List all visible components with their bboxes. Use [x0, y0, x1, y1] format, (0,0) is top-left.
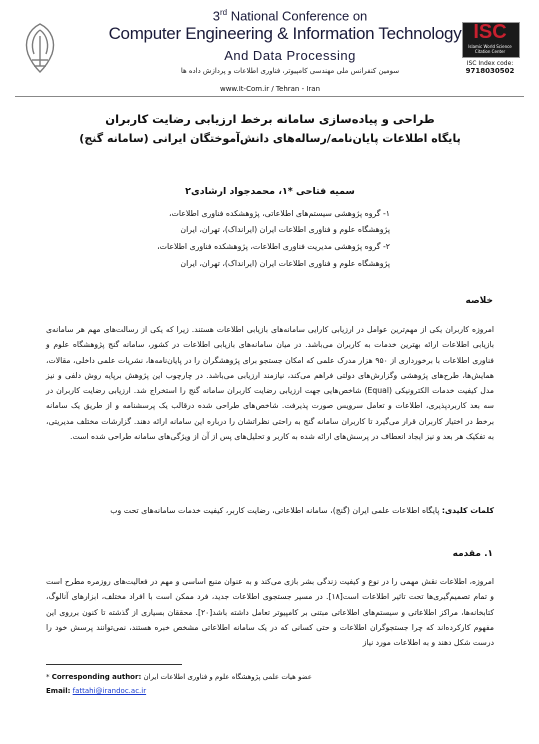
conference-subtitle: And Data Processing [224, 48, 356, 63]
header-divider [15, 96, 524, 97]
affiliation-line: پژوهشگاه علوم و فناوری اطلاعات ایران (ایرانداک)، تهران، ایران [180, 225, 390, 234]
email-line: Email: fattahi@irandoc.ac.ir [46, 687, 147, 695]
university-logo [18, 20, 62, 76]
keywords-text: پایگاه اطلاعات علمی ایران (گنج)، سامانه اطلاعاتی، رضایت کاربر، کیفیت خدمات سامانه‌های تحت وب [110, 506, 442, 515]
footnote-divider [46, 664, 182, 665]
affiliation-line: ۱- گروه پژوهشی سیستم‌های اطلاعاتی، پژوهشکده فناوری اطلاعات، [168, 209, 390, 218]
author-email-link[interactable]: fattahi@irandoc.ac.ir [72, 687, 147, 695]
keywords [46, 506, 494, 515]
conference-url: www.It-Com.ir / Tehran - Iran [219, 85, 321, 93]
keywords-label: کلمات کلیدی: [441, 506, 494, 515]
isc-logo-text: ISC [473, 21, 507, 43]
corresponding-author-note: * Corresponding author: عضو هیات علمی پژوهشگاه علوم و فناوری اطلاعات ایران [46, 673, 312, 681]
section-heading-introduction: ۱. مقدمه [452, 549, 493, 559]
isc-code: 9718030502 [465, 67, 515, 75]
paper-title-line1: طراحی و پیاده‌سازی سامانه برخط ارزیابی رضایت کاربران [105, 112, 435, 126]
conference-ordinal-line: 3rd National Conference on [212, 8, 368, 24]
introduction-body: امروزه، اطلاعات نقش مهمی را در نوع و کیفیت زندگی بشر بازی می‌کند و به عنوان منبع اساسی و مهم در فعالیت‌های روزمره مطرح است و تمام تصمیم‌گیری‌ها تحت تاثیر اطلاعات است[۱۸]. در مسیر جستجوی اطلاعات جدید، فرد ممکن است با افراد مختلف، ابزارهای آنالوگ، کتابخانه‌ها، مراکز اطلاعاتی و سیستم‌های اطلاعاتی مبتنی بر کامپیوتر تعامل داشته باشد[۲۰]. محققان بسیاری از گذشته تا کنون برروی این مفهوم کارکرده‌اند که چرا جستجوگران اطلاعات و حتی کسانی که در یک سامانه اطلاعاتی مشخص خبره هستند، نمی‌توانند پرسش خود را درست شکل دهند و به اطلاعات مورد نیاز [46, 577, 494, 648]
isc-code-label: ISC Index code: [466, 60, 514, 67]
abstract-body: امروزه کاربران یکی از مهم‌ترین عوامل در ارزیابی کارایی سامانه‌های بازیابی اطلاعات هستند. زیرا که یکی از رسالت‌های مهم هر سامانه‌ی بازیابی اطلاعات ارائه بهترین خدمات به کاربران می‌باشد. در میان سامانه‌های بازیابی اطلاعات در کشور، سامانه گنج پژوهشگاه علوم و فناوری اطلاعات با برخورداری از ۹۵۰ هزار مدرک علمی که امکان جستجو برای پژوهشگران را در پایان‌نامه‌ها، نشریات علمی داخلی، مقالات، همایش‌ها، طرح‌های پژوهشی وگزارش‌های دولتی فراهم می‌کند، نیازمند ارزیابی می‌باشد. در چارچوب این پژوهش برپایه روش دلفی و نیز مدل کیفیت خدمات الکترونیکی (Equal) شاخص‌هایی جهت ارزیابی رضایت کاربران سامانه گنج را استخراج شد. ارزیابی رضایت کاربران در سه بعد کاربردپذیری، اطلاعات و تعامل سرویس صورت پذیرفت. شاخص‌های طراحی شده درقالب یک پرسشنامه و از طریق یک سامانه برخط در اختیار کاربران قرار می‌گیرد تا کاربران سامانه گنج به راحتی نظراتشان را درباره این سامانه ارائه دهند. گزارشات مختلف مدیریتی، به تفکیک هر بعد و نیز ایجاد انعطاف در پرسش‌های ارائه شده به کاربر و تحلیل‌های پس از آن از ویژگی‌های سامانه طراحی شده است. [46, 325, 494, 442]
paper-title-line2: پایگاه اطلاعات پایان‌نامه/رساله‌های دانش‌آموختگان ایرانی (سامانه گنج) [79, 132, 461, 145]
conference-name: Computer Engineering & Information Technology [108, 24, 462, 43]
conference-name-persian: سومین کنفرانس ملی مهندسی کامپیوتر، فناوری اطلاعات و پردازش داده ها [180, 67, 400, 75]
author-names: سمیه فتاحی *۱، محمدجواد ارشادی۲ [185, 186, 355, 197]
author-affiliation-note: عضو هیات علمی پژوهشگاه علوم و فناوری اطلاعات ایران [143, 673, 312, 681]
affiliation-line: ۲- گروه پژوهشی مدیریت فناوری اطلاعات، پژوهشکده فناوری اطلاعات، [157, 242, 390, 251]
isc-logo-subtext: Islamic World Science Citation Center [468, 44, 512, 54]
affiliation-line: پژوهشگاه علوم و فناوری اطلاعات ایران (ایرانداک)، تهران، ایران [180, 259, 390, 268]
abstract-heading: خلاصه [465, 296, 493, 306]
